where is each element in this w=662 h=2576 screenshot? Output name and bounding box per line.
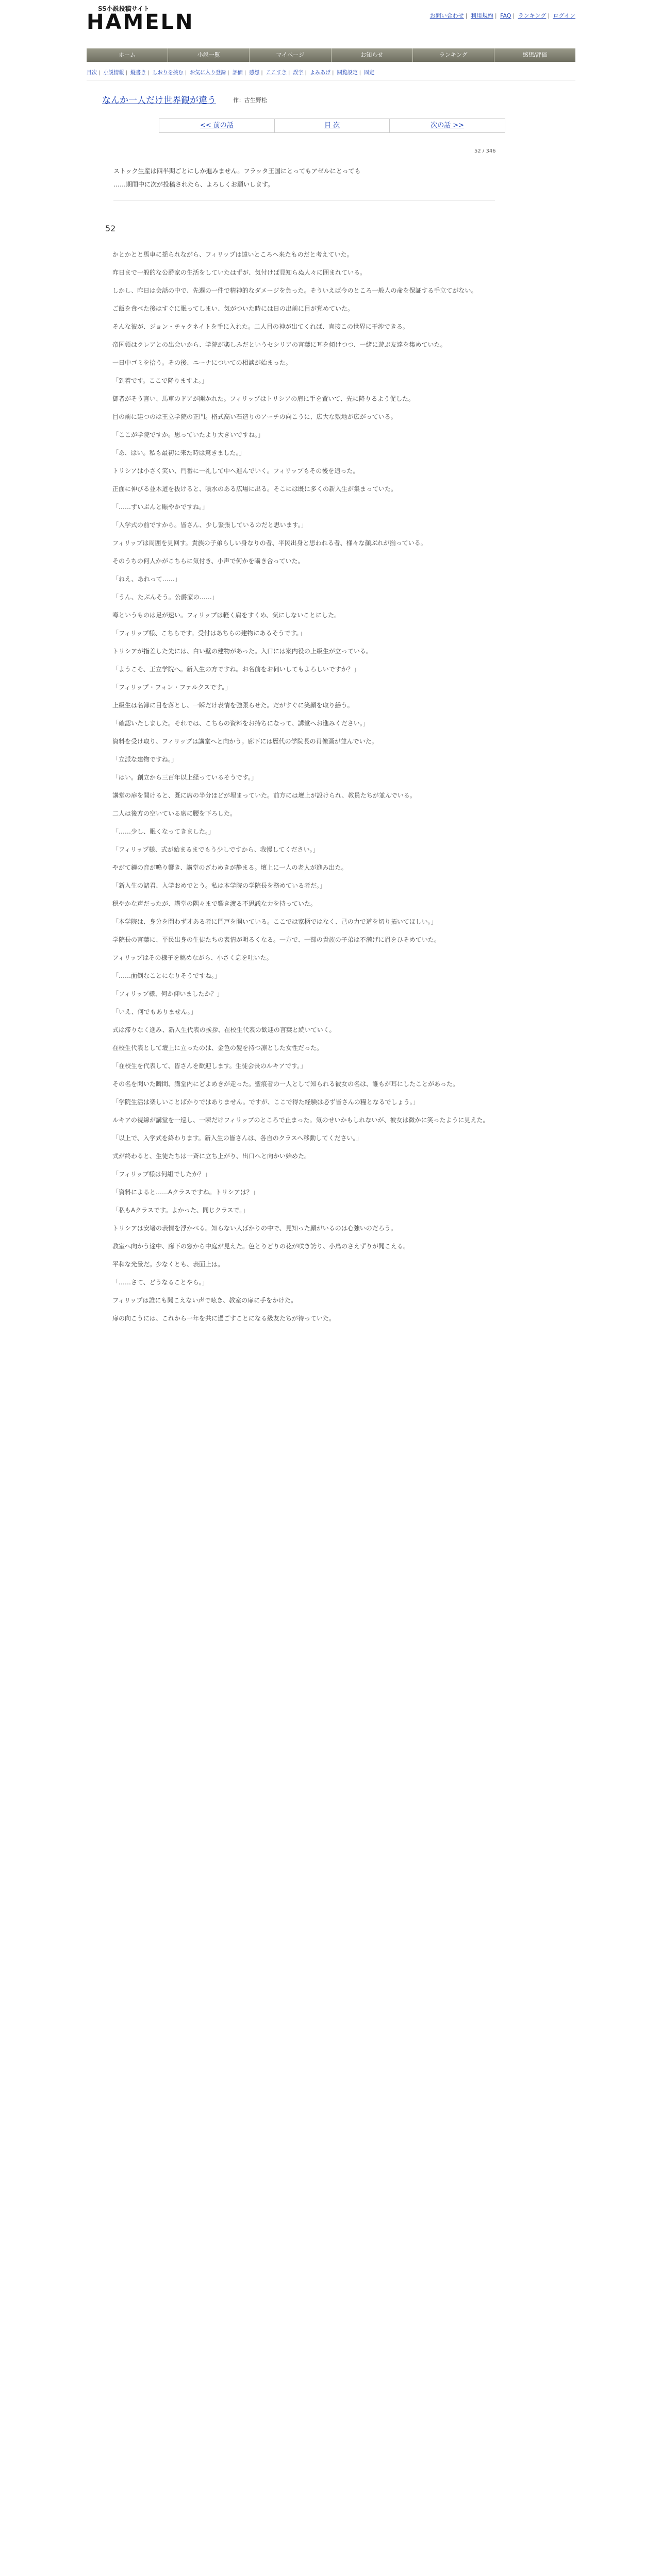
- work-title[interactable]: なんか一人だけ世界観が違う: [102, 95, 216, 106]
- body-paragraph: 講堂の扉を開けると、既に席の半分ほどが埋まっていた。前方には壇上が設けられ、教員たちが並んでいる。: [112, 792, 416, 799]
- top-links: お問い合わせ | 利用規約 | FAQ | ランキング | ログイン: [429, 12, 575, 19]
- subnav-kokosuki[interactable]: ここすき: [266, 70, 287, 76]
- prev-chapter-link[interactable]: << 前の話: [200, 122, 234, 129]
- nav-notices[interactable]: お知らせ: [332, 48, 413, 62]
- author-preface: [113, 166, 495, 200]
- body-paragraph: 昨日まで一般的な公爵家の生活をしていたはずが、気付けば見知らぬ人々に囲まれている。: [112, 269, 367, 276]
- body-paragraph: 「はい。創立から三百年以上経っているそうです。」: [112, 774, 258, 781]
- body-paragraph: 「フィリップ様は何組でしたか？」: [112, 1171, 211, 1178]
- work-author: 作：古生野松: [233, 97, 267, 104]
- body-paragraph: 「フィリップ様、何か仰いましたか？」: [112, 990, 223, 997]
- page-counter: 52 / 346: [474, 148, 496, 154]
- preface-line: ストック生産は四半期ごとにしか進みません。フラッタ王国にとってもアゼルにとっても: [113, 167, 361, 175]
- nav-mypage[interactable]: マイページ: [250, 48, 331, 62]
- sub-nav: 目次 | 小説情報 | 縦書き | しおりを挟む | お気に入り登録 | 評価 | 感想 | ここすき | 誤字 | よみあげ | 閲覧設定 | 固定: [87, 67, 575, 80]
- subnav-rate[interactable]: 評価: [232, 70, 243, 76]
- site-logo[interactable]: [87, 3, 194, 36]
- subnav-typo[interactable]: 誤字: [293, 70, 304, 76]
- nav-ranking[interactable]: ランキング: [413, 48, 494, 62]
- body-paragraph: 「資料によると……Aクラスですね。トリシアは？」: [112, 1189, 259, 1196]
- body-paragraph: トリシアは小さく笑い、門番に一礼して中へ進んでいく。フィリップもその後を追った。: [112, 467, 359, 474]
- body-paragraph: 正面に伸びる並木道を抜けると、噴水のある広場に出る。そこには既に多くの新入生が集まっていた。: [112, 485, 398, 493]
- body-paragraph: 「以上で、入学式を終わります。新入生の皆さんは、各自のクラスへ移動してください。」: [112, 1134, 362, 1142]
- body-paragraph: トリシアは安堵の表情を浮かべる。知らない人ばかりの中で、見知った顔がいるのは心強いのだろう。: [112, 1225, 397, 1232]
- body-paragraph: 式は滞りなく進み、新入生代表の挨拶、在校生代表の歓迎の言葉と続いていく。: [112, 1026, 336, 1033]
- preface-line: ……期間中に次が投稿されたら、よろしくお願いします。: [113, 181, 274, 188]
- body-paragraph: 「学院生活は楽しいことばかりではありません。ですが、ここで得た経験は必ず皆さんの糧となるでしょう。」: [112, 1098, 419, 1106]
- subnav-vertical[interactable]: 縦書き: [130, 70, 146, 76]
- body-paragraph: 教室へ向かう途中、廊下の窓から中庭が見えた。色とりどりの花が咲き誇り、小鳥のさえずりが聞こえる。: [112, 1243, 410, 1250]
- top-link-faq[interactable]: FAQ: [500, 12, 511, 19]
- chapter-pager-top: [159, 118, 505, 133]
- body-paragraph: 「私もAクラスです。よかった、同じクラスで。」: [112, 1207, 249, 1214]
- body-paragraph: 「あ、はい。私も最初に来た時は驚きました。」: [112, 449, 245, 456]
- subnav-novel-info[interactable]: 小説情報: [103, 70, 124, 76]
- body-paragraph: 「フィリップ様、式が始まるまでもう少しですから、我慢してください。」: [112, 846, 319, 853]
- body-paragraph: ルキアの視線が講堂を一巡し、一瞬だけフィリップのところで止まった。気のせいかもしれないが、彼女は微かに笑ったように見えた。: [112, 1116, 489, 1124]
- nav-reviews[interactable]: 感想/評価: [522, 52, 548, 58]
- body-paragraph: 在校生代表として壇上に立ったのは、金色の髪を持つ凛とした女性だった。: [112, 1044, 323, 1052]
- subnav-favorite[interactable]: お気に入り登録: [190, 70, 226, 76]
- body-paragraph: 御者がそう言い、馬車のドアが開かれた。フィリップはトリシアの肩に手を置いて、先に降りるよう促した。: [112, 395, 415, 402]
- top-link-ranking[interactable]: ランキング: [518, 12, 547, 19]
- body-paragraph: 「確認いたしました。それでは、こちらの資料をお持ちになって、講堂へお進みください。」: [112, 720, 369, 727]
- subnav-comments[interactable]: 感想: [249, 70, 260, 76]
- next-chapter-link[interactable]: 次の話 >>: [431, 122, 465, 129]
- body-paragraph: そのうちの何人かがこちらに気付き、小声で何かを囁き合っていた。: [112, 557, 304, 565]
- body-paragraph: ご飯を食べた後はすぐに眠ってしまい、気がついた時には日の出前に目が覚めていた。: [112, 305, 354, 312]
- chapter-title: 52: [105, 224, 116, 233]
- body-paragraph: 穏やかな声だったが、講堂の隅々まで響き渡る不思議な力を持っていた。: [112, 900, 317, 907]
- main-nav: [87, 48, 575, 62]
- body-paragraph: フィリップは誰にも聞こえない声で呟き、教室の扉に手をかけた。: [112, 1297, 297, 1304]
- body-paragraph: 「……ずいぶんと賑やかですね。」: [112, 503, 209, 511]
- body-paragraph: しかし、昨日は会話の中で、先週の一件で精神的なダメージを負った。そういえば今のところ一般人の命を保証する手立てがない。: [112, 287, 477, 294]
- body-paragraph: 「……少し、眠くなってきました。」: [112, 828, 215, 835]
- body-paragraph: 「立派な建物ですね。」: [112, 756, 178, 763]
- top-link-login[interactable]: ログイン: [553, 12, 575, 19]
- body-paragraph: 式が終わると、生徒たちは一斉に立ち上がり、出口へと向かい始めた。: [112, 1153, 311, 1160]
- body-paragraph: 一日中ゴミを拾う。その後、ニーナについての相談が始まった。: [112, 359, 292, 366]
- site-header: [0, 0, 662, 42]
- body-paragraph: 「ねえ、あれって……」: [112, 575, 181, 583]
- subnav-settings[interactable]: 閲覧設定: [337, 70, 358, 76]
- toc-link[interactable]: 目 次: [324, 122, 340, 129]
- subnav-toc[interactable]: 目次: [87, 70, 97, 76]
- body-paragraph: フィリップはその様子を眺めながら、小さく息を吐いた。: [112, 954, 273, 961]
- top-link-terms[interactable]: 利用規約: [470, 12, 493, 19]
- body-paragraph: 「在校生を代表して、皆さんを歓迎します。生徒会長のルキアです。」: [112, 1062, 307, 1070]
- body-paragraph: 「いえ、何でもありません。」: [112, 1008, 197, 1015]
- body-paragraph: 目の前に建つのは王立学院の正門。格式高い石造りのアーチの向こうに、広大な敷地が広がっている。: [112, 413, 397, 420]
- body-paragraph: 上級生は名簿に目を落とし、一瞬だけ表情を強張らせた。だがすぐに笑顔を取り繕う。: [112, 702, 354, 709]
- body-paragraph: 「ようこそ、王立学院へ。新入生の方ですね。お名前をお伺いしてもよろしいですか？」: [112, 666, 360, 673]
- subnav-fixed[interactable]: 固定: [364, 70, 375, 76]
- body-paragraph: 「新入生の諸君、入学おめでとう。私は本学院の学院長を務めている者だ。」: [112, 882, 326, 889]
- top-link-contact[interactable]: お問い合わせ: [429, 12, 464, 19]
- body-paragraph: やがて鐘の音が鳴り響き、講堂のざわめきが静まる。壇上に一人の老人が進み出た。: [112, 864, 347, 871]
- body-paragraph: 「……さて、どうなることやら。」: [112, 1279, 208, 1286]
- body-paragraph: 平和な光景だ。少なくとも、表面上は。: [112, 1261, 224, 1268]
- nav-novel-list[interactable]: 小説一覧: [168, 48, 250, 62]
- body-paragraph: 扉の向こうには、これから一年を共に過ごすことになる級友たちが待っていた。: [112, 1315, 336, 1322]
- body-paragraph: 「到着です。ここで降りますよ。」: [112, 377, 208, 384]
- body-paragraph: 「……面倒なことになりそうですね。」: [112, 972, 221, 979]
- body-paragraph: その名を聞いた瞬間、講堂内にどよめきが走った。聖痕者の一人として知られる彼女の名は、誰もが耳にしたことがあった。: [112, 1080, 459, 1088]
- body-paragraph: かとかとと馬車に揺られながら、フィリップは遠いところへ来たものだと考えていた。: [112, 251, 353, 258]
- body-paragraph: 資料を受け取り、フィリップは講堂へと向かう。廊下には歴代の学院長の肖像画が並んでいた。: [112, 738, 378, 745]
- body-paragraph: トリシアが指差した先には、白い壁の建物があった。入口には案内役の上級生が立っている。: [112, 648, 372, 655]
- body-paragraph: 二人は後方の空いている席に腰を下ろした。: [112, 810, 237, 817]
- body-paragraph: 噂というものは足が速い。フィリップは軽く肩をすくめ、気にしないことにした。: [112, 612, 341, 619]
- nav-home[interactable]: ホーム: [87, 48, 168, 62]
- body-paragraph: 「うん、たぶんそう。公爵家の……」: [112, 594, 218, 601]
- body-paragraph: 「本学院は、身分を問わず才ある者に門戸を開いている。ここでは家柄ではなく、己の力で道を切り拓いてほしい。」: [112, 918, 437, 925]
- body-paragraph: 「フィリップ・フォン・ファルクスです。」: [112, 684, 231, 691]
- logo-tagline: SS小説投稿サイト: [98, 5, 150, 12]
- logo-text: HAMELN: [87, 10, 194, 34]
- body-paragraph: 「フィリップ様、こちらです。受付はあちらの建物にあるそうです。」: [112, 630, 306, 637]
- subnav-readaloud[interactable]: よみあげ: [310, 70, 331, 76]
- body-paragraph: そんな彼が、ジョン・チャクネイトを手に入れた。二人目の神が出てくれば、直接この世界に干渉できる。: [112, 323, 409, 330]
- body-paragraph: 帝国領はクレアとの出会いから、学院が楽しみだというセシリアの言葉に耳を傾けつつ、一緒に遊ぶ友達を集めていた。: [112, 341, 446, 348]
- subnav-bookmark[interactable]: しおりを挟む: [152, 70, 184, 76]
- body-paragraph: 学院長の言葉に、平民出身の生徒たちの表情が明るくなる。一方で、一部の貴族の子弟は不満げに眉をひそめていた。: [112, 936, 440, 943]
- chapter-body: [112, 249, 504, 1331]
- body-paragraph: フィリップは周囲を見回す。貴族の子弟らしい身なりの者、平民出身と思われる者、様々な顔ぶれが揃っている。: [112, 539, 427, 547]
- body-paragraph: 「ここが学院ですか。思っていたより大きいですね。」: [112, 431, 264, 438]
- body-paragraph: 「入学式の前ですから。皆さん、少し緊張しているのだと思います。」: [112, 521, 307, 529]
